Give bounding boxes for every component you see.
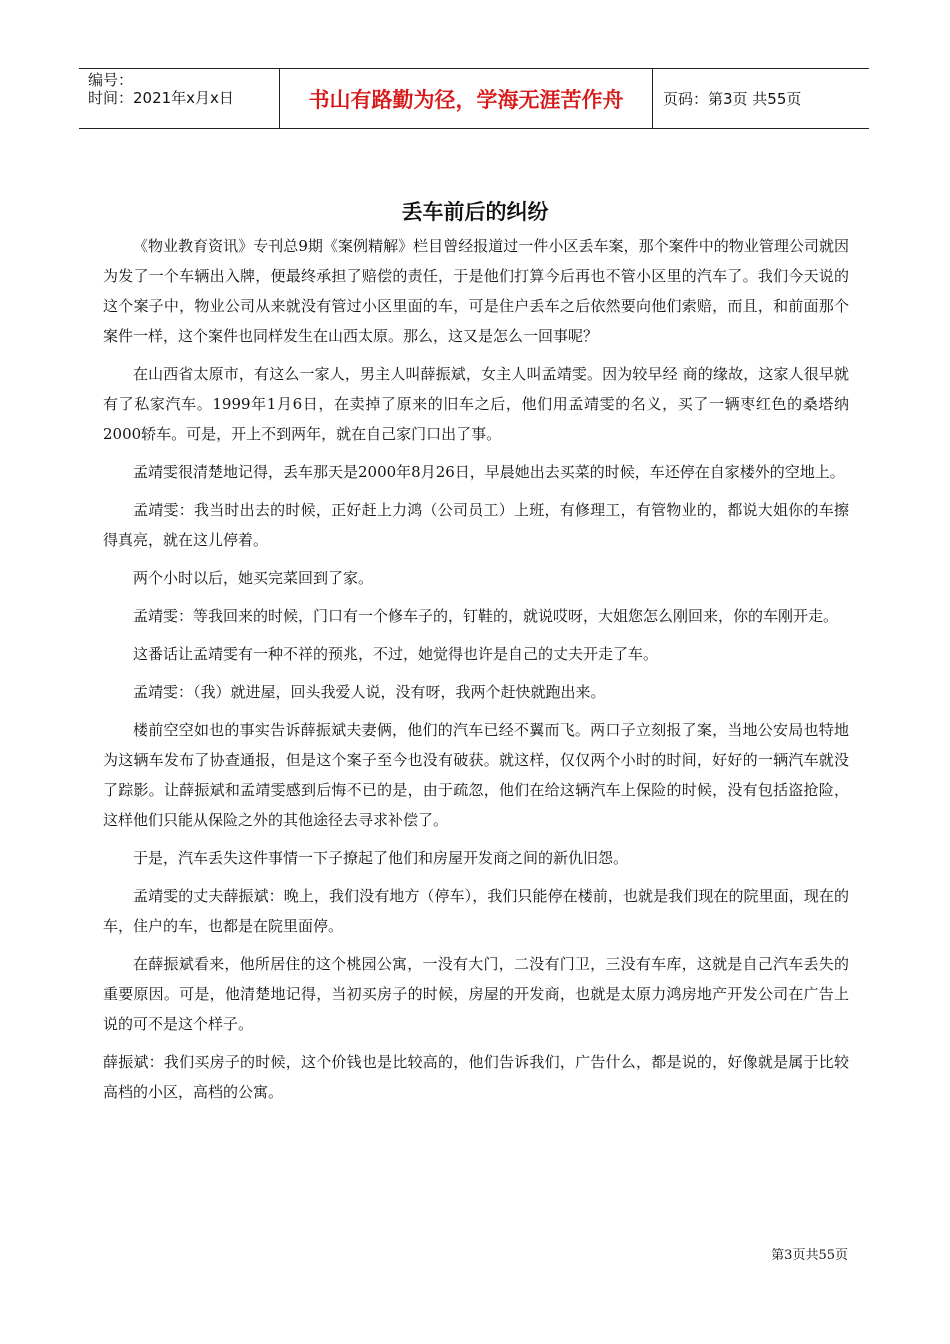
page-footer: 第3页共55页: [771, 1248, 848, 1263]
paragraph: 孟靖雯的丈夫薛振斌：晚上，我们没有地方（停车），我们只能停在楼前，也就是我们现在的院里面，现在的车，住户的车，也都是在院里面停。: [103, 887, 849, 935]
paragraph: 于是，汽车丢失这件事情一下子撩起了他们和房屋开发商之间的新仇旧怨。: [133, 849, 629, 867]
page-header: [79, 68, 869, 129]
paragraph: 两个小时以后，她买完菜回到了家。: [133, 569, 374, 587]
paragraph: 这番话让孟靖雯有一种不祥的预兆，不过，她觉得也许是自己的丈夫开走了车。: [133, 645, 659, 663]
header-motto: 书山有路勤为径，学海无涯苦作舟: [280, 69, 653, 128]
paragraph: 薛振斌：我们买房子的时候，这个价钱也是比较高的，他们告诉我们，广告什么，都是说的，好像就是属于比较高档的小区，高档的公寓。: [103, 1053, 849, 1101]
article-title: 丢车前后的纠纷: [401, 200, 549, 224]
header-page-label: 页码：第3页 共55页: [663, 90, 802, 108]
paragraph: 孟靖雯：（我）就进屋，回头我爱人说，没有呀，我两个赶快就跑出来。: [133, 683, 606, 701]
paragraph: 孟靖雯：等我回来的时候，门口有一个修车子的，钉鞋的，就说哎呀，大姐您怎么刚回来，你的车刚开走。: [133, 607, 839, 625]
header-meta: [79, 69, 280, 128]
paragraph: 楼前空空如也的事实告诉薛振斌夫妻俩，他们的汽车已经不翼而飞。两口子立刻报了案，当地公安局也特地为这辆车发布了协查通报，但是这个案子至今也没有破获。就这样，仅仅两个小时的时间，好好的一辆汽车就没了踪影。让薛振斌和孟靖雯感到后悔不已的是，由于疏忽，他们在给这辆汽车上保险的时候，没有包括盗抢险，这样他们只能从保险之外的其他途径去寻求补偿了。: [103, 721, 849, 829]
paragraph: 在薛振斌看来，他所居住的这个桃园公寓，一没有大门，二没有门卫，三没有车库，这就是自己汽车丢失的重要原因。可是，他清楚地记得，当初买房子的时候，房屋的开发商，也就是太原力鸿房地产开发公司在广告上说的可不是这个样子。: [103, 955, 849, 1033]
time-label: 时间：2021年x月x日: [88, 89, 234, 107]
paragraph: 《物业教育资讯》专刊总9期《案例精解》栏目曾经报道过一件小区丢车案，那个案件中的物业管理公司就因为发了一个车辆出入牌，便最终承担了赔偿的责任，于是他们打算今后再也不管小区里的汽车了。我们今天说的这个案子中，物业公司从来就没有管过小区里面的车，可是住户丢车之后依然要向他们索赔，而且，和前面那个案件一样，这个案件也同样发生在山西太原。那么，这又是怎么一回事呢？: [103, 237, 849, 345]
paragraph: 孟靖雯：我当时出去的时候，正好赶上力鸿（公司员工）上班，有修理工，有管物业的，都说大姐你的车擦得真亮，就在这儿停着。: [103, 501, 849, 549]
number-label: 编号：: [88, 71, 134, 89]
article-body: [103, 231, 849, 1115]
paragraph: 孟靖雯很清楚地记得，丢车那天是2000年8月26日，早晨她出去买菜的时候，车还停在自家楼外的空地上。: [133, 463, 845, 481]
paragraph: 在山西省太原市，有这么一家人，男主人叫薛振斌，女主人叫孟靖雯。因为较早经 商的缘故，这家人很早就有了私家汽车。1999年1月6日，在卖掉了原来的旧车之后，他们用孟靖雯的名义，买了一辆枣红色的桑塔纳2000轿车。可是，开上不到两年，就在自己家门口出了事。: [103, 365, 849, 443]
